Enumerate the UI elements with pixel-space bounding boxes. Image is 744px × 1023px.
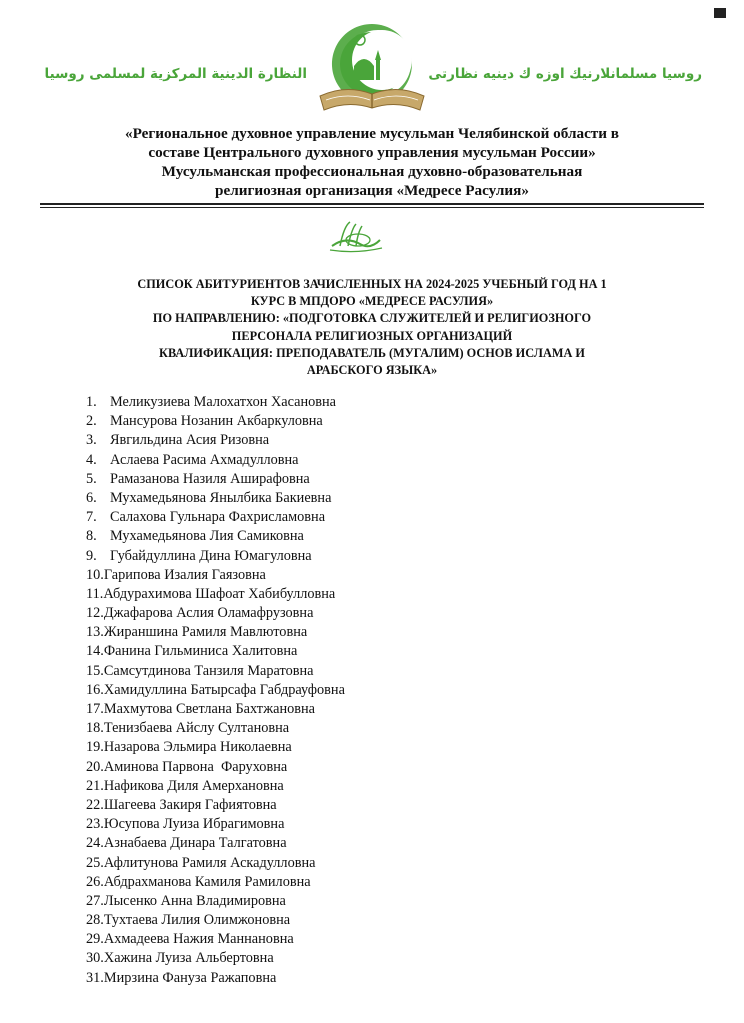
list-item-name: Жираншина Рамиля Мавлютовна — [103, 624, 308, 641]
heading-line: ПО НАПРАВЛЕНИЮ: «ПОДГОТОВКА СЛУЖИТЕЛЕЙ И РЕЛИГИОЗНОГО — [152, 311, 592, 326]
list-item-number: 18. — [86, 720, 104, 737]
tughra-calligraphy-icon — [326, 216, 386, 256]
list-item — [86, 451, 345, 470]
list-item-number: 1. — [86, 394, 97, 410]
list-item-name: Нафикова Диля Амерхановна — [103, 777, 284, 794]
list-item-name: Мансурова Нозанин Акбаркуловна — [110, 413, 323, 430]
list-item — [86, 585, 345, 604]
list-item-name: Рамазанова Назиля Аширафовна — [110, 470, 310, 487]
list-item-name: Азнабаева Динара Талгатовна — [103, 835, 287, 852]
list-item-name: Мухамедьянова Лия Самиковна — [110, 528, 304, 545]
list-item-number: 3. — [86, 432, 97, 449]
list-item-number: 15. — [86, 662, 104, 679]
list-item — [86, 431, 345, 450]
arabic-org-name-right: روسيا مسلمانلارنيك اوزه ك دينيه نظارتى — [428, 66, 702, 82]
list-item-number: 17. — [86, 701, 104, 717]
list-item-name: Абдурахимова Шафоат Хабибулловна — [103, 585, 336, 602]
list-item-number: 19. — [86, 739, 104, 756]
list-item-number: 6. — [86, 489, 97, 506]
list-item — [86, 393, 345, 412]
list-item — [86, 623, 345, 642]
organization-name — [40, 124, 704, 200]
list-item-name: Гарипова Изалия Гаязовна — [103, 566, 266, 583]
list-item-number: 20. — [86, 758, 104, 775]
list-item — [86, 949, 345, 968]
list-item-number: 14. — [86, 643, 104, 660]
student-list — [86, 393, 345, 988]
list-item-number: 11. — [86, 585, 104, 602]
list-item-number: 5. — [86, 470, 97, 487]
heading-line: СПИСОК АБИТУРИЕНТОВ ЗАЧИСЛЕННЫХ НА 2024-2025 УЧЕБНЫЙ ГОД НА 1 — [137, 277, 607, 291]
list-item-name: Губайдуллина Дина Юмагуловна — [110, 547, 312, 564]
list-item-name: Шагеева Закиря Гафиятовна — [103, 796, 277, 813]
list-item — [86, 815, 345, 834]
list-item-name: Махмутова Светлана Бахтжановна — [103, 701, 315, 717]
arabic-org-name-left: النظارة الدينية المركزية لمسلمى روسيا — [44, 66, 307, 82]
list-item-number: 29. — [86, 931, 104, 948]
heading-line: АРАБСКОГО ЯЗЫКА» — [306, 363, 438, 378]
list-item-number: 22. — [86, 796, 104, 813]
list-item — [86, 566, 345, 585]
list-item — [86, 508, 345, 527]
list-item-number: 23. — [86, 816, 104, 833]
list-item — [86, 412, 345, 431]
list-item-name: Аминова Парвона Фаруховна — [103, 758, 288, 775]
document-heading — [60, 276, 684, 379]
list-item — [86, 796, 345, 815]
scan-corner-mark — [714, 8, 726, 18]
list-item-name: Явгильдина Асия Ризовна — [110, 432, 270, 449]
list-item — [86, 642, 345, 661]
list-item — [86, 834, 345, 853]
org-line: религиозная организация «Медресе Расулия» — [215, 182, 529, 199]
list-item-name: Тухтаева Лилия Олимжоновна — [103, 912, 291, 929]
list-item-name: Мухамедьянова Янылбика Бакиевна — [110, 489, 332, 506]
list-item — [86, 681, 345, 700]
letterhead-divider — [40, 203, 704, 205]
list-item — [86, 700, 345, 719]
list-item — [86, 777, 345, 796]
heading-line: ПЕРСОНАЛА РЕЛИГИОЗНЫХ ОРГАНИЗАЦИЙ — [231, 328, 513, 343]
list-item-number: 21. — [86, 777, 104, 794]
list-item — [86, 930, 345, 949]
list-item — [86, 911, 345, 930]
list-item-name: Тенизбаева Айслу Султановна — [103, 720, 290, 737]
list-item-name: Аслаева Расима Ахмадулловна — [110, 451, 299, 468]
list-item-number: 24. — [86, 835, 104, 852]
list-item-number: 28. — [86, 912, 104, 929]
org-line: Мусульманская профессиональная духовно-образовательная — [161, 163, 583, 180]
heading-line: КВАЛИФИКАЦИЯ: ПРЕПОДАВАТЕЛЬ (МУГАЛИМ) ОСНОВ ИСЛАМА И — [159, 345, 585, 360]
list-item-number: 12. — [86, 605, 104, 622]
list-item-number: 7. — [86, 509, 97, 526]
list-item — [86, 758, 345, 777]
list-item-number: 25. — [86, 854, 104, 871]
list-item — [86, 489, 345, 508]
list-item-number: 16. — [86, 681, 104, 698]
list-item-name: Абдрахманова Камиля Рамиловна — [103, 873, 311, 890]
list-item — [86, 892, 345, 911]
letterhead-divider-thin — [40, 207, 704, 208]
list-item-number: 8. — [86, 528, 97, 545]
list-item-number: 4. — [86, 451, 97, 468]
list-item-name: Мирзина Фануза Ражаповна — [103, 969, 277, 986]
list-item-name: Хажина Луиза Альбертовна — [103, 950, 274, 967]
list-item-number: 31. — [86, 969, 104, 986]
list-item-name: Самсутдинова Танзиля Маратовна — [103, 662, 314, 679]
list-item-number: 2. — [86, 413, 97, 430]
list-item-name: Назарова Эльмира Николаевна — [103, 739, 292, 756]
list-item-name: Хамидуллина Батырсафа Габдрауфовна — [103, 681, 345, 698]
list-item-number: 9. — [86, 547, 97, 564]
list-item — [86, 854, 345, 873]
org-line: «Региональное духовное управление мусульман Челябинской области в — [124, 125, 620, 142]
list-item-number: 26. — [86, 873, 104, 890]
list-item — [86, 604, 345, 623]
list-item-name: Салахова Гульнара Фахрисламовна — [110, 509, 326, 526]
list-item — [86, 969, 345, 988]
list-item — [86, 470, 345, 489]
list-item-number: 30. — [86, 950, 104, 967]
list-item-number: 13. — [86, 624, 104, 641]
list-item-name: Меликузиева Малохатхон Хасановна — [110, 394, 337, 410]
list-item-name: Лысенко Анна Владимировна — [103, 892, 286, 909]
list-item-name: Афлитунова Рамиля Аскадулловна — [103, 854, 316, 871]
mosque-book-emblem-icon — [316, 20, 428, 120]
list-item — [86, 719, 345, 738]
list-item-name: Джафарова Аслия Оламафрузовна — [103, 605, 314, 622]
org-line: составе Центрального духовного управления мусульман России» — [148, 144, 596, 161]
list-item-number: 10. — [86, 566, 104, 583]
list-item — [86, 547, 345, 566]
list-item-name: Ахмадеева Нажия Маннановна — [103, 931, 294, 948]
list-item-number: 27. — [86, 892, 104, 909]
list-item-name: Юсупова Луиза Ибрагимовна — [103, 816, 285, 833]
list-item — [86, 527, 345, 546]
list-item — [86, 738, 345, 757]
list-item-name: Фанина Гильминиса Халитовна — [103, 643, 298, 660]
list-item — [86, 662, 345, 681]
list-item — [86, 873, 345, 892]
heading-line: КУРС В МПДОРО «МЕДРЕСЕ РАСУЛИЯ» — [250, 294, 494, 309]
